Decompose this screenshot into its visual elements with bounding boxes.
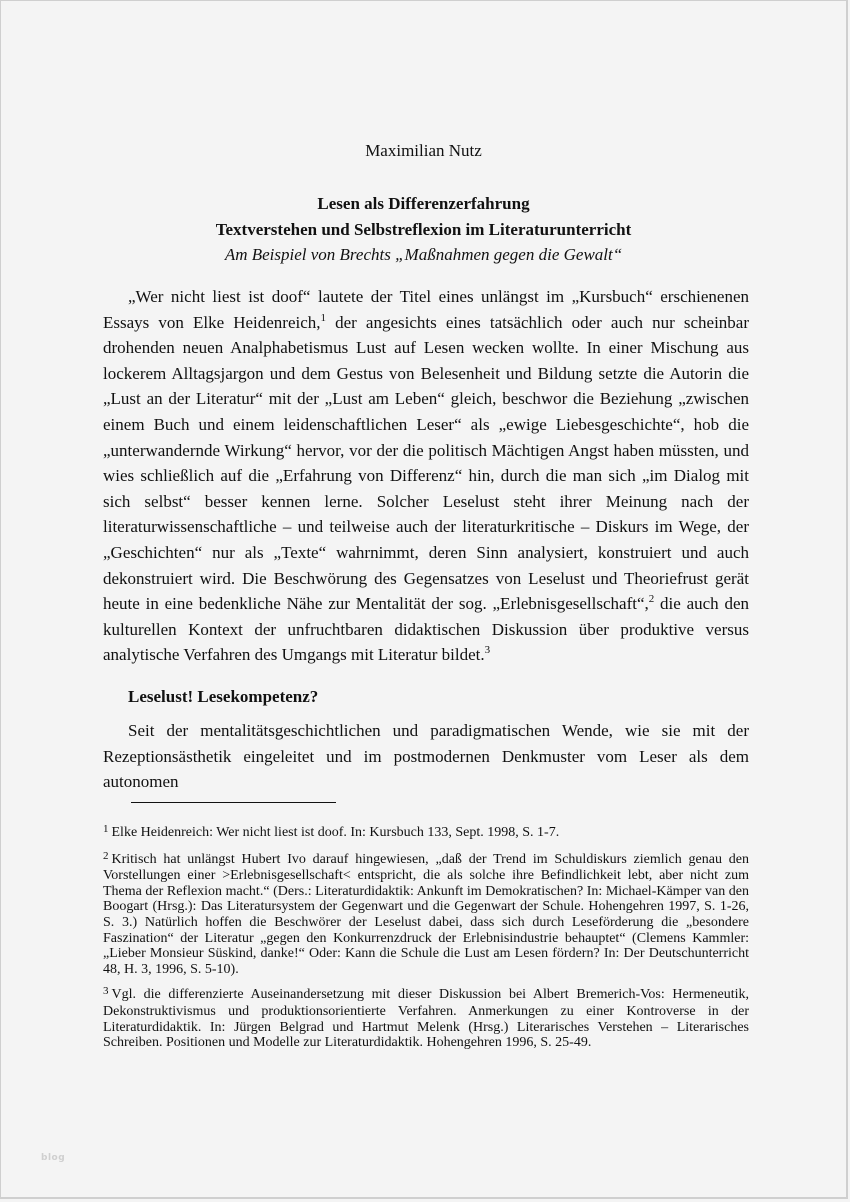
paragraph-segment: die auch den kulturellen Kontext der unfruchtbaren didaktischen Diskussion über produktive versus analytische Verfahren des Umgangs mit Literatur bildet. (103, 594, 749, 665)
footnote-1 (103, 825, 749, 842)
footnote-ref-2[interactable]: 2 (648, 593, 655, 606)
paragraph-text: Seit der mentalitätsgeschichtlichen und paradigmatischen Wende, wie sie mit der Rezeptionsästhetik eingeleitet und im postmodernen Denkmuster vom Leser als dem autonomen (103, 721, 749, 792)
footnotes (103, 825, 749, 1061)
footnote-ref-3[interactable]: 3 (484, 644, 491, 657)
body-paragraph-1 (103, 284, 749, 668)
footnote-3 (103, 987, 749, 1050)
document-subtitle: Textverstehen und Selbstreflexion im Literaturunterricht (215, 219, 632, 239)
section-heading: Leselust! Lesekompetenz? (128, 687, 319, 706)
paragraph-segment: der angesichts eines tatsächlich oder auch nur scheinbar drohenden neuen Analphabetismus Lust auf Lesen wecken wollte. In einer Mischung aus lockerem Alltagsjargon und dem Gestus von Belesenheit und Bildung setzte die Autorin die „Lust an der Literatur“ mit der „Lust am Leben“ gleich, beschwor die Beziehung „zwischen einem Buch und einem leidenschaftlichen Leser“ als „ewige Liebesgeschichte“, hob die „unterwandernde Wirkung“ hervor, vor der die politisch Mächtigen Angst haben müssten, und wies schließlich auf die „Erfahrung von Differenz“ hin, durch die man sich „im Dialog mit sich selbst“ besser kennen lerne. Solcher Leselust steht ihrer Meinung nach der literaturwissenschaftliche – und teilweise auch der literaturkritische – Diskurs im Wege, der „Geschichten“ nur als „Texte“ wahrnimmt, deren Sinn analysiert, konstruiert und auch dekonstruiert wird. Die Beschwörung des Gegensatzes von Leselust und Theoriefrust gerät heute in eine bedenkliche Nähe zur Mentalität der sog. „Erlebnisgesellschaft“, (103, 312, 749, 614)
body-paragraph-2 (103, 718, 749, 795)
footnote-number: 3 (103, 985, 109, 998)
author-name: Maximilian Nutz (365, 141, 482, 160)
document-title: Lesen als Differenzerfahrung (317, 194, 530, 213)
footnote-text: Kritisch hat unlängst Hubert Ivo darauf hingewiesen, „daß der Trend im Schuldiskurs ziemlich genau den Vorstellungen einer >Erlebnisgesellschaft< entspricht, die als solche ihre Befindlichkeit lebt, aber nicht zum Thema der Reflexion macht.“ (Ders.: Literaturdidaktik: Ankunft im Demokratischen? In: Michael-Kämper van den Boogart (Hrsg.): Das Literatursystem der Gegenwart und die Gegenwart der Schule. Hohengehren 1997, S. 1-26, S. 3.) Natürlich hoffen die Beschwörer der Leselust dabei, dass sich durch Leseförderung die „besondere Faszination“ der Literatur „gegen den Konkurrenzdruck der Erlebnisindustrie behauptet“ (Clemens Kammler: „Lieber Monsieur Süskind, danke!“ Oder: Kann die Schule die Lust am Lesen fördern? In: Der Deutschunterricht 48, H. 3, 1996, S. 5-10). (103, 851, 749, 977)
footnote-text: Elke Heidenreich: Wer nicht liest ist doof. In: Kursbuch 133, Sept. 1998, S. 1-7. (111, 825, 560, 840)
footnote-ref-1[interactable]: 1 (320, 311, 327, 324)
title-block (1, 191, 846, 268)
document-subtitle-italic: Am Beispiel von Brechts „Maßnahmen gegen die Gewalt“ (224, 245, 623, 264)
footnote-text: Vgl. die differenzierte Auseinandersetzung mit dieser Diskussion bei Albert Bremerich-Vos: Hermeneutik, Dekonstruktivismus und produktionsorientierte Verfahren. Anmerkungen zu einer Kontroverse in der Literaturdidaktik. In: Jürgen Belgrad und Hartmut Melenk (Hrsg.) Literarisches Verstehen – Literarisches Schreiben. Positionen und Modelle zur Literaturdidaktik. Hohengehren 1996, S. 25-49. (103, 987, 749, 1051)
footnote-number: 2 (103, 849, 109, 862)
footnote-separator (131, 802, 336, 803)
paragraph-segment: „Wer nicht liest ist doof“ lautete der Titel eines unlängst im „Kursbuch“ erschienenen Essays von Elke Heidenreich, (103, 287, 749, 332)
watermark: blog (41, 1153, 66, 1163)
footnote-2 (103, 849, 749, 978)
paragraph-text (103, 284, 749, 668)
footnote-number: 1 (103, 823, 109, 835)
